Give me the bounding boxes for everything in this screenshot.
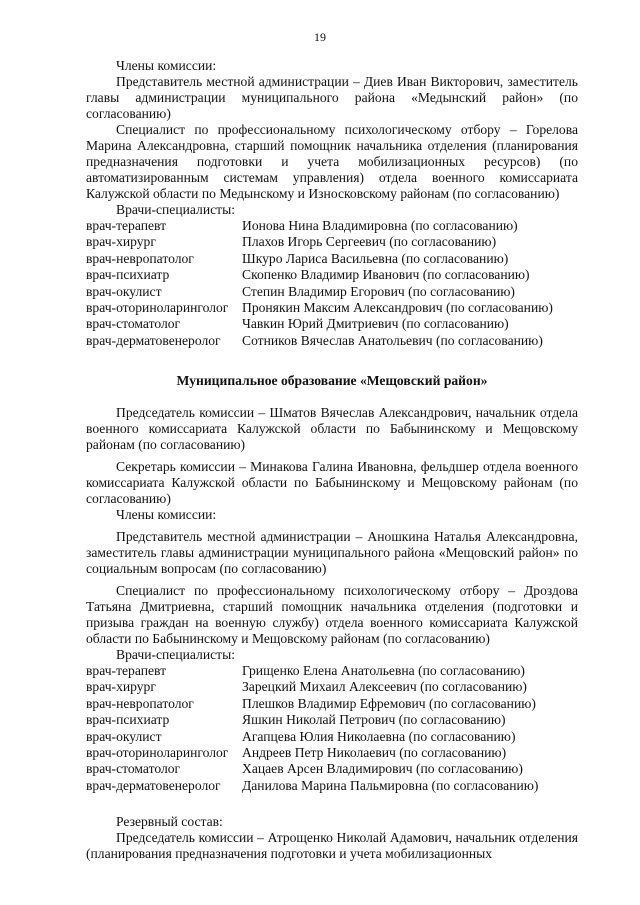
doctor-row bbox=[86, 745, 538, 761]
doctor-role: врач-психиатр bbox=[86, 712, 170, 728]
doctor-name: Грищенко Елена Анатольевна (по согласованию) bbox=[242, 663, 525, 678]
reserve-label: Резервный состав: bbox=[116, 814, 223, 830]
members-label: Члены комиссии: bbox=[116, 507, 217, 522]
doctor-name: Плешков Владимир Ефремович (по согласованию) bbox=[242, 695, 536, 711]
doctor-role: врач-невропатолог bbox=[86, 695, 194, 711]
doctor-role: врач-оториноларинголог bbox=[86, 300, 229, 316]
doctors-table bbox=[86, 663, 538, 794]
doctor-name: Агапцева Юлия Николаевна (по согласованию) bbox=[242, 728, 516, 744]
doctors-table bbox=[86, 218, 553, 349]
doctor-row bbox=[86, 696, 538, 712]
doctor-role: врач-окулист bbox=[86, 728, 162, 744]
doctor-role: врач-дерматовенеролог bbox=[86, 777, 221, 793]
doctor-role: врач-хирург bbox=[86, 679, 156, 695]
doctor-role: врач-стоматолог bbox=[86, 761, 181, 777]
doctor-role: врач-оториноларинголог bbox=[86, 745, 229, 761]
psychological-specialist: Специалист по профессиональному психологическому отбору – Горелова Марина Александровна, старший помощник начальника отделения (планирования предназначения подготовки и учета мобилизационных ресурсов) (по автоматизированным системам управления) отдела военного комиссариата Калужской области по Медынскому и Износковскому районам (по согласованию) bbox=[86, 122, 578, 201]
doctor-role: врач-хирург bbox=[86, 234, 156, 250]
doctor-name: Яшкин Николай Петрович (по согласованию) bbox=[242, 712, 506, 728]
admin-representative: Представитель местной администрации – Аношкина Наталья Александровна, заместитель главы администрации муниципального района «Мещовский район» по социальным вопросам (по согласованию) bbox=[86, 529, 578, 576]
doctor-row bbox=[86, 251, 553, 267]
doctor-role: врач-окулист bbox=[86, 283, 162, 299]
doctor-name: Данилова Марина Пальмировна (по согласованию) bbox=[242, 777, 539, 793]
doctor-row bbox=[86, 761, 538, 777]
doctor-row bbox=[86, 778, 538, 794]
section-title: Муниципальное образование «Мещовский район» bbox=[176, 373, 488, 388]
doctor-name: Зарецкий Михаил Алексеевич (по согласованию) bbox=[242, 679, 527, 695]
admin-representative: Представитель местной администрации – Диев Иван Викторович, заместитель главы администрации муниципального района «Медынский район» (по согласованию) bbox=[86, 74, 578, 121]
doctor-name: Плахов Игорь Сергеевич (по согласованию) bbox=[242, 234, 497, 250]
meshchovsk-commission-block bbox=[86, 373, 578, 862]
doctor-name: Ионова Нина Владимировна (по согласованию) bbox=[242, 218, 518, 233]
doctors-label: Врачи-специалисты: bbox=[116, 202, 235, 217]
doctor-row bbox=[86, 234, 553, 250]
medyn-commission-block bbox=[86, 58, 578, 349]
doctor-row bbox=[86, 333, 553, 349]
doctor-row bbox=[86, 300, 553, 316]
doctor-role: врач-дерматовенеролог bbox=[86, 332, 221, 348]
doctor-row bbox=[86, 284, 553, 300]
doctor-role: врач-невропатолог bbox=[86, 250, 194, 266]
doctor-role: врач-психиатр bbox=[86, 267, 170, 283]
doctor-name: Степин Владимир Егорович (по согласованию) bbox=[242, 283, 515, 299]
commission-chairman: Председатель комиссии – Шматов Вячеслав Александрович, начальник отдела военного комиссариата Калужской области по Бабынинскому и Мещовскому районам (по согласованию) bbox=[86, 405, 578, 452]
doctor-row bbox=[86, 267, 553, 283]
doctor-role: врач-стоматолог bbox=[86, 316, 181, 332]
doctors-label: Врачи-специалисты: bbox=[116, 647, 235, 662]
page-number: 19 bbox=[314, 30, 326, 44]
doctor-role: врач-терапевт bbox=[86, 663, 167, 678]
doctor-row bbox=[86, 316, 553, 332]
doctor-row bbox=[86, 218, 553, 234]
doctor-row bbox=[86, 663, 538, 679]
doctor-name: Андреев Петр Николаевич (по согласованию) bbox=[242, 745, 507, 761]
commission-secretary: Секретарь комиссии – Минакова Галина Ивановна, фельдшер отдела военного комиссариата Калужской области по Бабынинскому и Мещовскому районам (по согласованию) bbox=[86, 459, 578, 506]
doctor-row bbox=[86, 679, 538, 695]
doctor-name: Шкуро Лариса Васильевна (по согласованию) bbox=[242, 250, 509, 266]
doctor-row bbox=[86, 729, 538, 745]
doctor-role: врач-терапевт bbox=[86, 218, 167, 233]
doctor-name: Пронякин Максим Александрович (по согласованию) bbox=[242, 300, 553, 316]
doctor-name: Чавкин Юрий Дмитриевич (по согласованию) bbox=[242, 316, 509, 332]
doctor-row bbox=[86, 712, 538, 728]
members-label: Члены комиссии: bbox=[116, 58, 217, 73]
doctor-name: Скопенко Владимир Иванович (по согласованию) bbox=[242, 267, 530, 283]
doctor-name: Сотников Вячеслав Анатольевич (по согласованию) bbox=[242, 332, 543, 348]
psychological-specialist: Специалист по профессиональному психологическому отбору – Дроздова Татьяна Дмитриевна, старший помощник начальника отделения (подготовки и призыва граждан на военную службу) отдела военного комиссариата Калужской области по Бабынинскому и Мещовскому районам (по согласованию) bbox=[86, 583, 578, 646]
reserve-chairman: Председатель комиссии – Атрощенко Николай Адамович, начальник отделения (планирования предназначения подготовки и учета мобилизационных bbox=[86, 830, 578, 862]
doctor-name: Хацаев Арсен Владимирович (по согласованию) bbox=[242, 761, 523, 777]
